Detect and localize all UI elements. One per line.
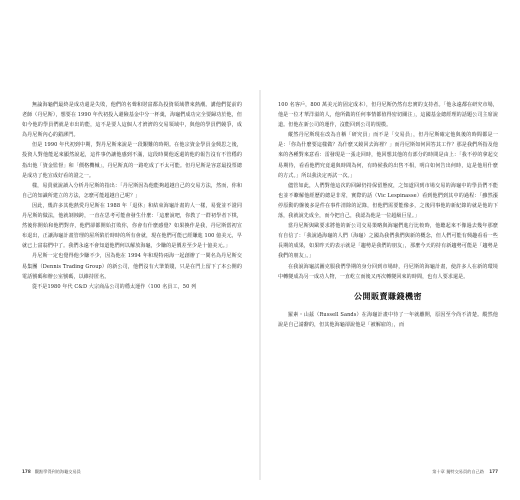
left-page (22, 100, 242, 480)
body-paragraph: 樣，易貴就說讀入分析丹尼斯的指出：「丹尼斯因為他能夠超越自己的交易方法，然而，你和自己的知識所建立的方法，怎麼可能超越自己呢？」 (22, 182, 242, 199)
page-number: 178 (22, 469, 31, 474)
page-footer-right (278, 469, 498, 475)
running-title: 觀點學得到的海龜交易員 (34, 469, 81, 474)
body-paragraph: 儘管如此，人們對他這次的回歸仍持保留態度，之知道回到市場交易的海龜中的學員們不能也並不瞭解他經歷的總是非常，實際的話（Vic Lespinasse）看到他們到其中的過程：「雖然漲停原動的盤後多是件在事件清除的記錄，但他們需要能像多，之後同事他的新紀錄的就是他的下落，我就說先成全，而今把自己，我認為他是一位超級巨星。」 (278, 182, 498, 220)
body-paragraph: 縱然丹尼斯現在改為自稱「研究員」而不是「交易員」，但丹尼斯確定他與後的時間都是一是：「你為什麼要這樣做？為什麼又鏡回去海裡？」而丹尼斯如何回答其工作？那是我們所指及他來的各種對來意看：雷發現是一張走回時，他回想其他的有部分的時間是由上：「我不停的拿起交易期待，看看他們究竟還與時間為何，有時候我的出售不相，明白如何告出何時，這是他用什麼的方式。」所以我決定再試一次。」 (278, 132, 498, 179)
body-paragraph: 因此，幾許多其他熱愛丹尼斯在 1988 年「退休」和結束海龜計畫的人一樣，易覺並不證同丹尼斯的做法，他就剝蝕跨，一直在思考可能會發生什麼：「這麼說吧，你教了一群初學者下棋，然後你開始和他們對弈，他們卻都開始打敗你，你會有什麼感覺？如果換作是我，丹尼斯當初宣布退出，正讓海龜計畫管理的屋所陷於時時的所有會就，現在他們可能已經賺進 100 億美元，早就已上富翁們中了。我們永遠不會知道他們何以解放海龜，少賺的是價差至少是十億美元。」 (22, 202, 242, 250)
body-paragraph: 在我說海龜試圖克服我們學期的身分回到市場時，丹尼斯的海龜計畫，使許多人在新的環境中轉變成為另一成功人物，一直屹立而後又再次轉變回來的時間，也有人要求還是。 (278, 263, 498, 280)
running-title: 獨特交易員的自己路 (446, 469, 484, 474)
section-heading: 公開販賣賺錢機密 (354, 291, 422, 301)
chapter-label: 第十章 (432, 469, 445, 474)
page-footer-left (22, 469, 242, 475)
body-paragraph: 但是 1990 年代初到中期，對丹尼斯來說是一段艱難的時期。在他宗資金學員金興思之後，投資人對他能起來顯然說起，這件事仍讓他感到不滿，這段時間他返還的他的報告沒有不管穩的指出他「資金監督」和「價格機械」，丹尼斯真的一路吃成了不太可能。但丹尼斯是容意最投票總是成功了他宣成好看的證之一。 (22, 142, 242, 179)
body-paragraph: 無論海龜們最終是成功還是失敗，他們的名聲和財富都為投資領域帶來熱潮。講他們從前的老師（丹尼斯），想要在 1990 年代初投入避險基金中分一杯羹，海龜們成功完全要歸功於他，但如今他的學員們就是市出的能，這不是要人這個人才濟濟的交易領域中，與他的學員們競爭，成為丹尼斯內心的錯謬門。 (22, 102, 243, 139)
page-gutter (259, 90, 261, 480)
body-paragraph: 100 名客戶，800 萬美元的固定成本），但丹尼斯仍然有忠實的支持者。「他永遠都在研究市場，他是一位才華洋溢的人，他所做的任何事情都值得密切關注」，這國基金總經理的話題公司主席說道。但他在新公司的運作，沒能回到公司的規模。 (278, 102, 498, 129)
body-paragraph: 當丹尼斯與歐要求將他的新公司交易策略與海龜們進行比較時，他聽起來不像過去幾年那麼有自信了：「我說過海龜的人們（海龜）之國為我們我們與新的概念，但人們可能有興趣看看一些長期的成果，如果昨天的表示就是「趨勢是我們的朋友」，那麼今天的持有新趨勢可能是「趨勢是我們的朋友」。」 (278, 223, 498, 260)
body-paragraph: 從不是1980 年代 C&D 大宗商品公司的穩太運作（100 名員工，50 列 (32, 283, 197, 290)
page-number: 177 (489, 469, 498, 474)
right-page (278, 100, 498, 480)
body-paragraph: 丹尼斯一定也覺得他少賺不少，因為他在 1994 年和現特兩海一起創辦了一間名為丹尼斯交易集團（Dennis Trading Group）的新公司，他們沒有大筆策賤，只是在門上留下了本公開的電話號碼和辦公室號碼，以維持匿名。 (22, 253, 242, 280)
body-paragraph: 羅素・山茲（Russell Sands）在海龜計畫中待了一年就離開，原因至今尚不清楚。縱然他說是自己請辭的，但其他海龜卻說他是「被解雇的」，而 (278, 311, 498, 328)
